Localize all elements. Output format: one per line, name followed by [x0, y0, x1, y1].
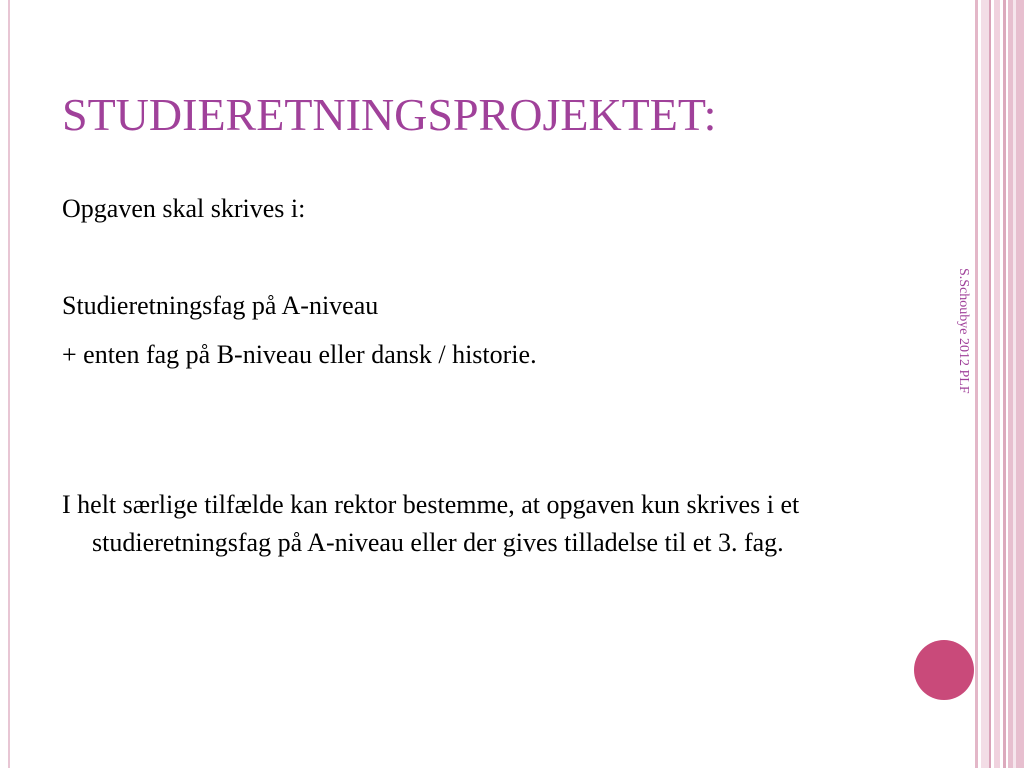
either-line: + enten fag på B-niveau eller dansk / historie. — [62, 340, 537, 369]
slide-title: STUDIERETNINGSPROJEKTET: — [62, 89, 717, 140]
decorative-stripe — [1013, 0, 1016, 768]
decorative-stripe — [994, 0, 1000, 768]
subject-line: Studieretningsfag på A-niveau — [62, 291, 379, 320]
decorative-circle — [914, 640, 974, 700]
decorative-stripe — [1003, 0, 1006, 768]
decorative-stripe — [975, 0, 978, 768]
decorative-stripe — [1008, 0, 1024, 768]
footer-author: S.Schoubye 2012 PLF — [956, 268, 971, 394]
left-border-line — [8, 0, 10, 768]
special-paragraph: I helt særlige tilfælde kan rektor bestemme, at opgaven kun skrives i et studieretningsfag på A-niveau eller der gives tilladelse til et 3. fag. — [62, 490, 800, 557]
decorative-stripe — [989, 0, 991, 768]
intro-text: Opgaven skal skrives i: — [62, 194, 306, 223]
decorative-stripe — [981, 0, 989, 768]
